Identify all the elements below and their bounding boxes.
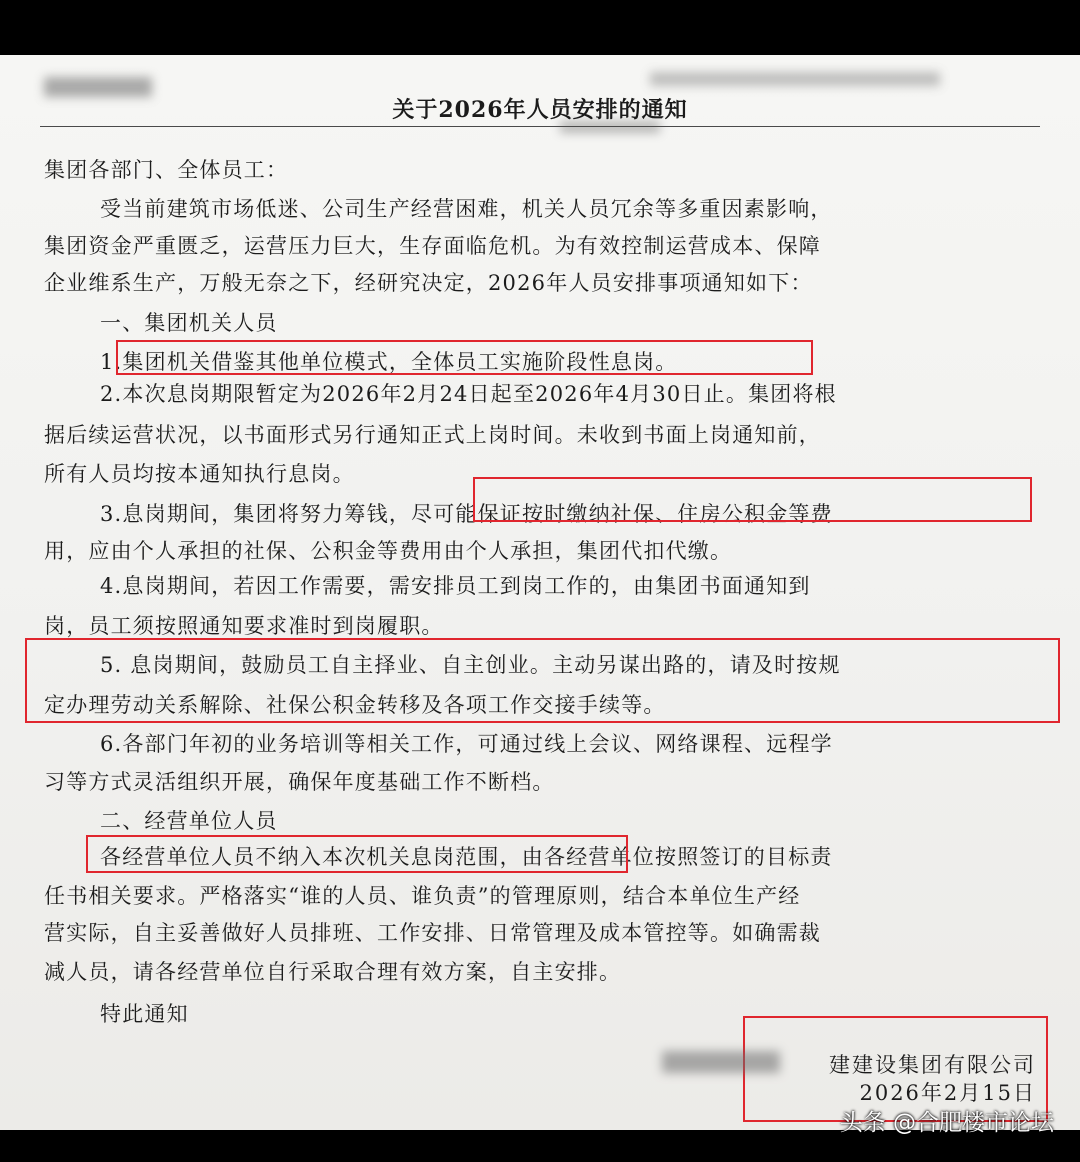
title-divider <box>40 126 1040 127</box>
body-line: 习等方式灵活组织开展，确保年度基础工作不断档。 <box>44 770 555 794</box>
redacted-company-prefix <box>662 1051 780 1073</box>
highlight-box-section2 <box>86 835 628 873</box>
section-heading: 二、经营单位人员 <box>100 809 278 833</box>
body-line: 企业维系生产，万般无奈之下，经研究决定，2026年人员安排事项通知如下： <box>44 271 813 295</box>
body-line: 受当前建筑市场低迷、公司生产经营困难，机关人员冗余等多重因素影响， <box>100 197 833 221</box>
body-line: 各经营单位人员不纳入本次机关息岗范围，由各经营单位按照签订的目标责 <box>100 845 833 869</box>
document-title: 关于2026年人员安排的通知 <box>392 97 688 123</box>
highlight-box-item1 <box>116 340 813 375</box>
body-line: 4.息岗期间，若因工作需要，需安排员工到岗工作的，由集团书面通知到 <box>100 574 811 598</box>
body-line: 营实际，自主妥善做好人员排班、工作安排、日常管理及成本管控等。如确需裁 <box>44 921 821 945</box>
body-line: 2.本次息岗期限暂定为2026年2月24日起至2026年4月30日止。集团将根 <box>100 382 837 406</box>
body-line: 岗，员工须按照通知要求准时到岗履职。 <box>44 614 444 638</box>
signature-company: 建建设集团有限公司 <box>829 1053 1036 1077</box>
body-line: 1.集团机关借鉴其他单位模式，全体员工实施阶段性息岗。 <box>100 350 678 374</box>
body-line: 所有人员均按本通知执行息岗。 <box>44 462 355 486</box>
body-line: 集团资金严重匮乏，运营压力巨大，生存面临危机。为有效控制运营成本、保障 <box>44 234 821 258</box>
body-line: 用，应由个人承担的社保、公积金等费用由个人承担，集团代扣代缴。 <box>44 539 733 563</box>
notice-document <box>0 55 1080 1130</box>
body-line: 6.各部门年初的业务培训等相关工作，可通过线上会议、网络课程、远程学 <box>100 732 833 756</box>
salutation: 集团各部门、全体员工： <box>44 158 289 182</box>
section-heading: 一、集团机关人员 <box>100 311 278 335</box>
body-line: 定办理劳动关系解除、社保公积金转移及各项工作交接手续等。 <box>44 693 666 717</box>
body-line: 减人员，请各经营单位自行采取合理有效方案，自主安排。 <box>44 960 622 984</box>
body-line: 3.息岗期间，集团将努力筹钱，尽可能保证按时缴纳社保、住房公积金等费 <box>100 502 833 526</box>
body-line: 5. 息岗期间，鼓励员工自主择业、自主创业。主动另谋出路的，请及时按规 <box>100 653 841 677</box>
closing-line: 特此通知 <box>100 1002 189 1026</box>
highlight-box-item3 <box>473 477 1032 522</box>
redacted-header-right <box>650 72 940 86</box>
watermark: 头条 @合肥楼市论坛 <box>839 1110 1054 1136</box>
signature-date: 2026年2月15日 <box>859 1081 1036 1105</box>
body-line: 任书相关要求。严格落实“谁的人员、谁负责”的管理原则，结合本单位生产经 <box>44 884 801 908</box>
body-line: 据后续运营状况，以书面形式另行通知正式上岗时间。未收到书面上岗通知前， <box>44 423 821 447</box>
highlight-box-item5 <box>25 638 1060 723</box>
